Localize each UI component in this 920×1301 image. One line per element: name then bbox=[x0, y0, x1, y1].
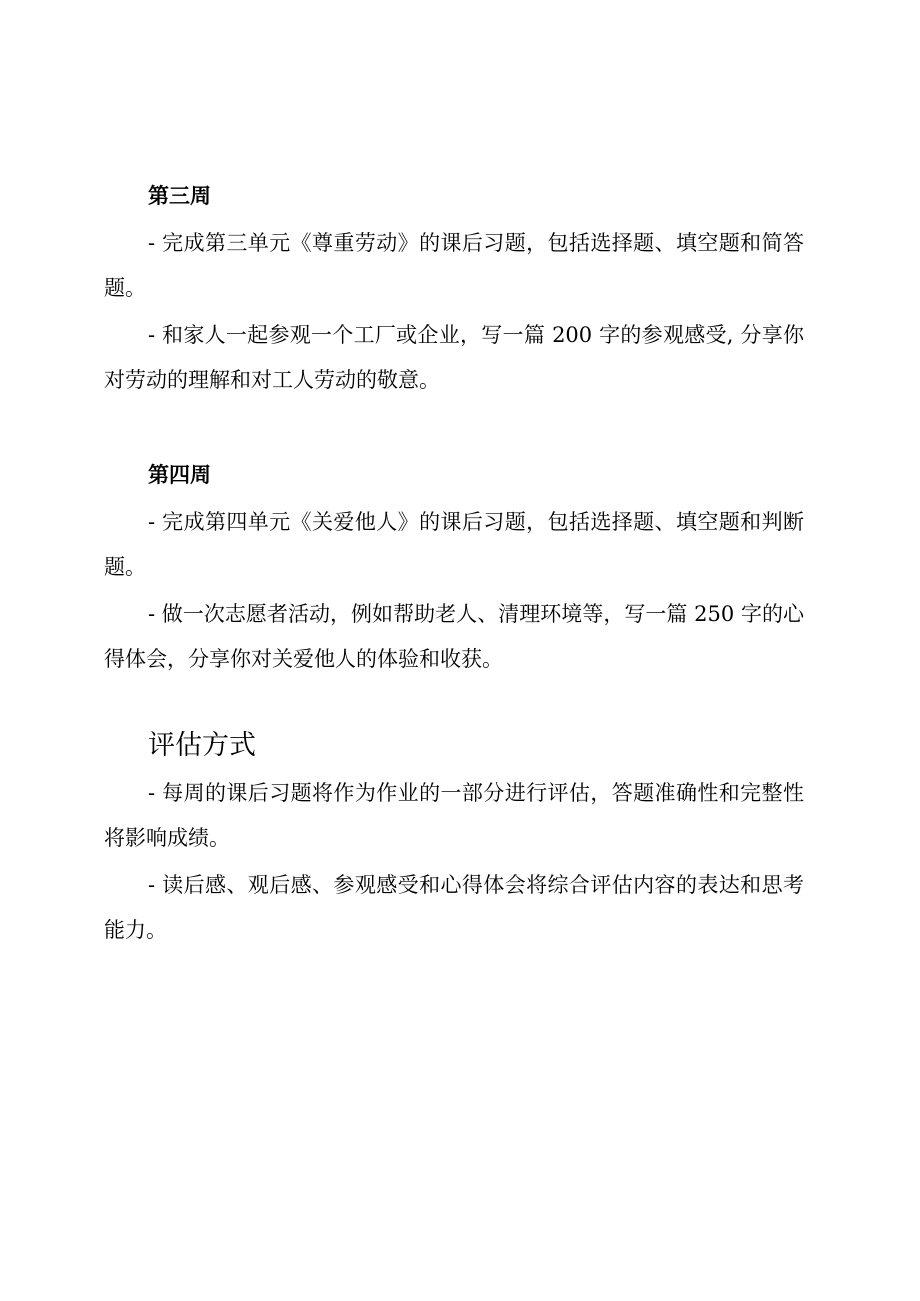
section-spacer bbox=[104, 405, 804, 455]
document-content bbox=[104, 176, 804, 955]
week3-heading: 第三周 bbox=[148, 184, 211, 208]
week4-heading: 第四周 bbox=[148, 463, 211, 487]
evaluation-heading: 评估方式 bbox=[148, 730, 256, 761]
week4-item-1: - 完成第四单元《关爱他人》的课后习题，包括选择题、填空题和判断题。 bbox=[104, 510, 804, 579]
evaluation-item-2: - 读后感、观后感、参观感受和心得体会将综合评估内容的表达和思考能力。 bbox=[104, 873, 804, 942]
week4-item-2: - 做一次志愿者活动，例如帮助老人、清理环境等，写一篇 250 字的心得体会，分享你对关爱他人的体验和收获。 bbox=[104, 602, 804, 671]
evaluation-item-1: - 每周的课后习题将作为作业的一部分进行评估，答题准确性和完整性将影响成绩。 bbox=[104, 781, 804, 850]
week3-item-2: - 和家人一起参观一个工厂或企业，写一篇 200 字的参观感受, 分享你对劳动的理解和对工人劳动的敬意。 bbox=[104, 323, 804, 392]
week3-item-1: - 完成第三单元《尊重劳动》的课后习题，包括选择题、填空题和简答题。 bbox=[104, 231, 804, 300]
section-spacer bbox=[104, 684, 804, 724]
